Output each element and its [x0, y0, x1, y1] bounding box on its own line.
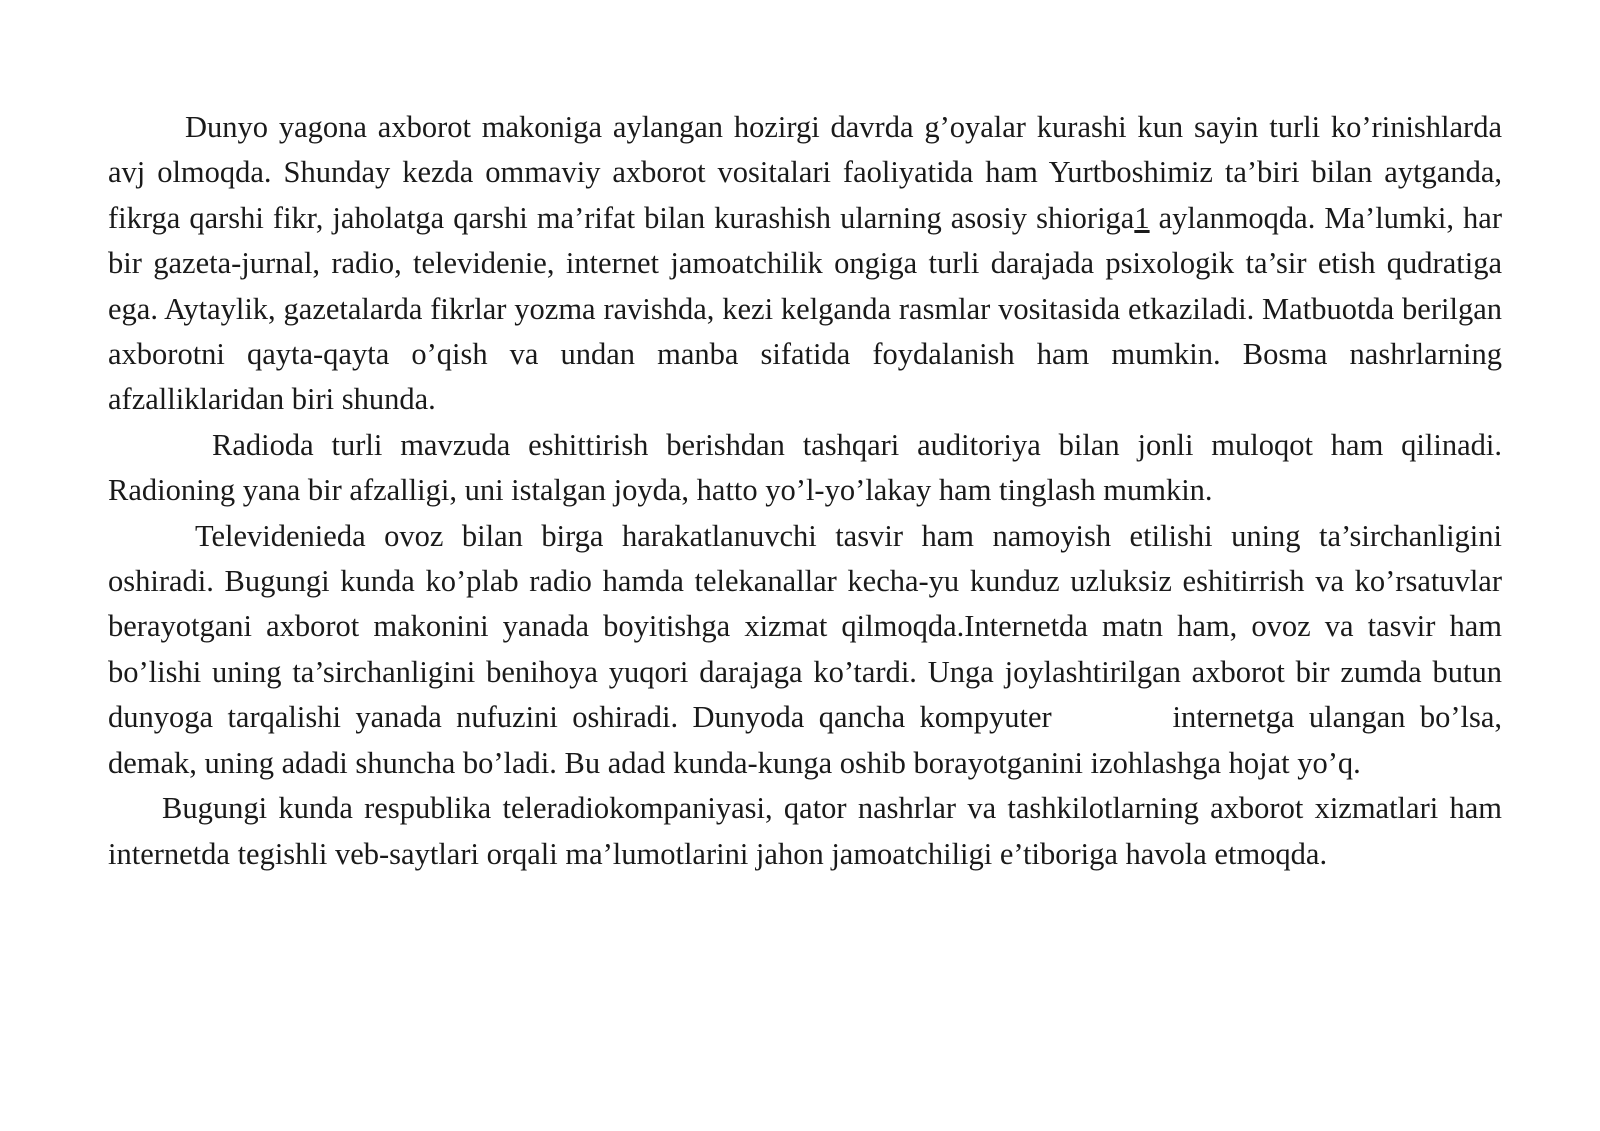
paragraph-2: Radioda turli mavzuda eshittirish berishdan tashqari auditoriya bilan jonli muloqot ham qilinadi. Radioning yana bir afzalligi, uni istalgan joyda, hatto yo’l-yo’lakay ham tinglash mumkin. — [108, 427, 1502, 508]
paragraph-1-text-a: Dunyo yagona axborot makoniga aylangan hozirgi davrda g’oyalar kurashi kun sayin turli ko’rinishlarda avj olmoqda. Shunday kezda ommaviy axborot vositalari faoliyatida ham Yurtboshimiz ta’biri bilan aytganda, fikrga qarshi fikr, jaholatga qarshi ma’rifat bilan kurashish ularning asosiy shioriga — [108, 110, 1502, 235]
paragraph-3-text-b: internetga ulangan bo’lsa, demak, uning adadi shuncha bo’ladi. Bu adad kunda-kunga oshib borayotganini izohlashga hojat yo’q. — [108, 700, 1503, 780]
footnote-reference[interactable]: 1 — [1134, 200, 1150, 235]
paragraph-4: Bugungi kunda respublika teleradiokompaniyasi, qator nashrlar va tashkilotlarning axborot xizmatlari ham internetda tegishli veb-saytlari orqali ma’lumotlarini jahon jamoatchiligi e’tiboriga havola etmoqda. — [108, 791, 1502, 871]
document-body — [108, 105, 1502, 877]
paragraph-1-text-b: aylanmoqda. Ma’lumki, har bir gazeta-jurnal, radio, televidenie, internet jamoatchilik ongiga turli darajada psixologik ta’sir etish qudratiga ega. Aytaylik, gazetalarda fikrlar yozma ravishda, kezi kelganda rasmlar vositasida etkaziladi. Matbuotda berilgan axborotni qayta-qayta o’qish va undan manba sifatida foydalanish ham mumkin. Bosma nashrlarning afzalliklaridan biri shunda. — [108, 200, 1502, 417]
paragraph-3 — [108, 514, 1502, 786]
paragraph-1 — [108, 105, 1502, 423]
paragraph-3-text-a: Televidenieda ovoz bilan birga harakatlanuvchi tasvir ham namoyish etilishi uning ta’sirchanligini oshiradi. Bugungi kunda ko’plab radio hamda telekanallar kecha-yu kunduz uzluksiz eshitirrish va ko’rsatuvlar berayotgani axborot makonini yanada boyitishga xizmat qilmoqda.Internetda matn ham, ovoz va tasvir ham bo’lishi uning ta’sirchanligini benihoya yuqori darajaga ko’tardi. Unga joylashtirilgan axborot bir zumda butun dunyoga tarqalishi yanada nufuzini oshiradi. Dunyoda qancha kompyuter — [108, 518, 1502, 735]
